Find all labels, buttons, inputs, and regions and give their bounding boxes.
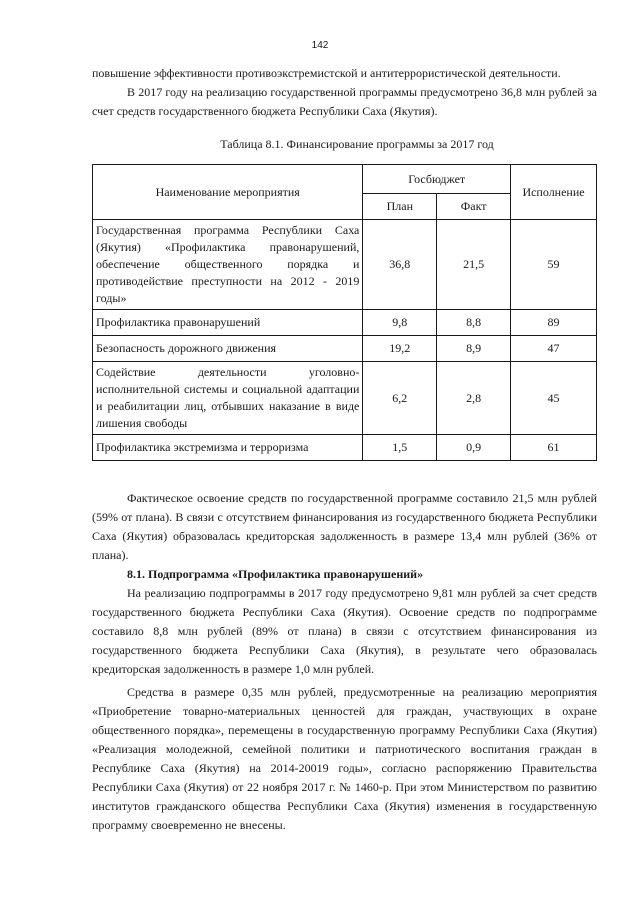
row-fact: 21,5 (437, 220, 511, 310)
row-plan: 9,8 (363, 310, 437, 336)
row-name: Содействие деятельности уголовно-исполнительной системы и социальной адаптации и реабилитации лиц, отбывших наказание в виде лишения свободы (93, 362, 363, 435)
subprogram-paragraph: На реализацию подпрограммы в 2017 году предусмотрено 9,81 млн рублей за счет средств государственного бюджета Республики Саха (Якутия). Освоение средств по подпрограмме составило 8,8 млн рублей (89% от плана) в связи с отсутствием финансирования из государственного бюджета Республики Саха (Якутия), в результате чего образовалась кредиторская задолженность в размере 1,0 млн рублей. (92, 586, 597, 676)
header-name: Наименование мероприятия (93, 165, 363, 220)
row-execution: 47 (511, 336, 597, 362)
table-row (93, 336, 597, 362)
header-execution: Исполнение (511, 165, 597, 220)
row-fact: 8,9 (437, 336, 511, 362)
intro-paragraph-1: повышение эффективности противоэкстремистской и антитеррористической деятельности. (92, 66, 561, 80)
row-execution: 59 (511, 220, 597, 310)
row-execution: 61 (511, 435, 597, 461)
table-row (93, 362, 597, 435)
intro-paragraph-2: В 2017 году на реализацию государственной программы предусмотрено 36,8 млн рублей за счет средств государственного бюджета Республики Саха (Якутия). (92, 85, 597, 118)
table-caption: Таблица 8.1. Финансирование программы за 2017 год (220, 137, 494, 151)
table-row (93, 220, 597, 310)
funds-paragraph: Средства в размере 0,35 млн рублей, предусмотренные на реализацию мероприятия «Приобретение товарно-материальных ценностей для граждан, участвующих в охране общественного порядка», перемещены в государственную программу Республики Саха (Якутия) «Реализация молодежной, семейной политики и патриотического воспитания граждан в Республике Саха (Якутия) на 2014-20019 годы», согласно распоряжению Правительства Республики Саха (Якутия) от 22 ноября 2017 г. № 1460-р. При этом Министерством по развитию институтов гражданского общества Республики Саха (Якутия) изменения в государственную программу своевременно не внесены. (92, 685, 597, 832)
row-plan: 19,2 (363, 336, 437, 362)
header-budget: Госбюджет (363, 165, 511, 194)
row-execution: 45 (511, 362, 597, 435)
execution-paragraph: Фактическое освоение средств по государственной программе составило 21,5 млн рублей (59% от плана). В связи с отсутствием финансирования из государственного бюджета Республики Саха (Якутия) образовалась кредиторская задолженность в размере 13,4 млн рублей (36% от плана). (92, 491, 597, 562)
row-name: Профилактика экстремизма и терроризма (93, 435, 363, 461)
row-execution: 89 (511, 310, 597, 336)
row-name: Государственная программа Республики Саха (Якутия) «Профилактика правонарушений, обеспечение общественного порядка и противодействие преступности на 2012 - 2019 годы» (93, 220, 363, 310)
header-plan: План (363, 194, 437, 220)
row-plan: 36,8 (363, 220, 437, 310)
section-heading: 8.1. Подпрограмма «Профилактика правонарушений» (127, 567, 424, 581)
page-number: 142 (311, 40, 329, 51)
row-name: Безопасность дорожного движения (93, 336, 363, 362)
row-plan: 6,2 (363, 362, 437, 435)
row-fact: 0,9 (437, 435, 511, 461)
page-content (92, 64, 597, 835)
financing-table (92, 164, 597, 461)
row-fact: 2,8 (437, 362, 511, 435)
table-row (93, 435, 597, 461)
row-fact: 8,8 (437, 310, 511, 336)
row-name: Профилактика правонарушений (93, 310, 363, 336)
row-plan: 1,5 (363, 435, 437, 461)
table-row (93, 310, 597, 336)
header-fact: Факт (437, 194, 511, 220)
